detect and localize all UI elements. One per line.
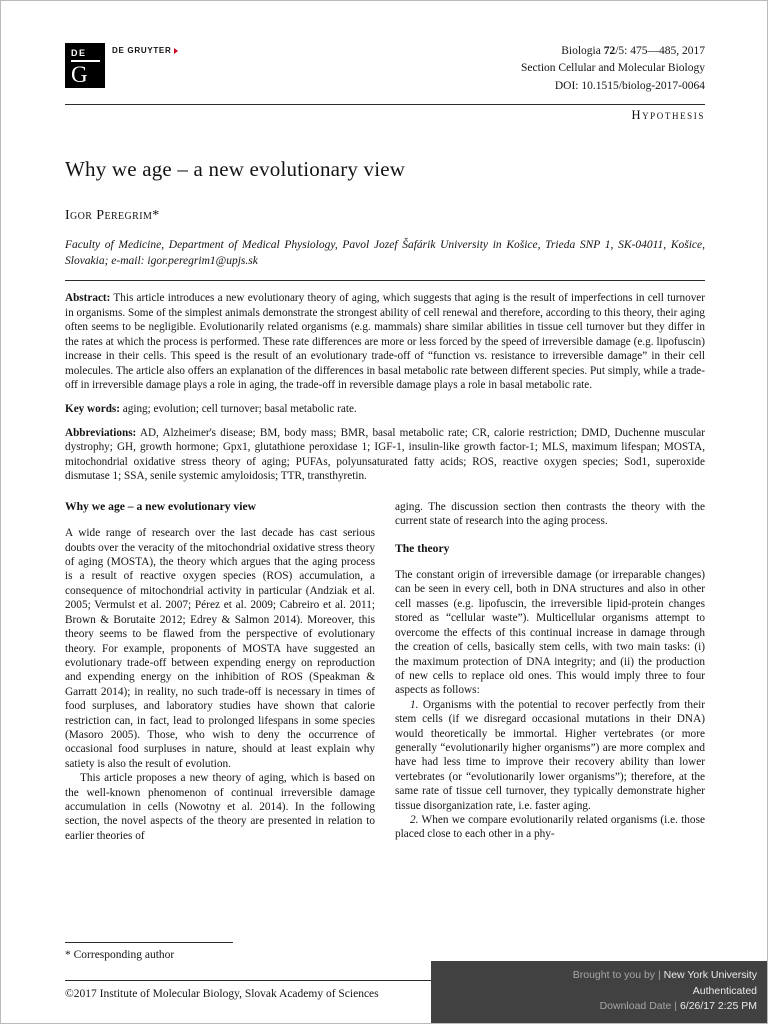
author-affiliation: Faculty of Medicine, Department of Medical Physiology, Pavol Jozef Šafárik University in Košice, Trieda SNP 1, SK-04011, Košice, Slovakia; e-mail: igor.peregrim1@upjs.sk — [65, 238, 705, 268]
right-paragraph-1: The constant origin of irreversible damage (or irreparable changes) can be seen in every cell, both in DNA structures and also in other cell masses (e.g. lipofuscin, the irreversible lipid-protein changes stored as “cellular waste”). Multicellular organisms attempt to overcome the effects of this continual increase in damage through the creation of cells, basically stem cells, with two main tasks: (i) the maximum protection of DNA integrity; and (ii) the production of new cells to replace old ones. This would imply three to four aspects as follows: — [395, 569, 705, 697]
logo-de-text: DE — [71, 48, 100, 62]
left-paragraph-2: This article proposes a new theory of aging, which is based on the well-known phenomenon of continual irreversible damage accumulation in cells (Nowotny et al. 2014). In the following section, the novel aspects of the theory are presented in relation to earlier theories of — [65, 772, 375, 842]
publisher-name: DE GRUYTER — [112, 46, 172, 55]
stamp-download-date: 6/26/17 2:25 PM — [679, 1000, 757, 1013]
header — [65, 43, 705, 95]
abstract-label: Abstract: — [65, 292, 111, 305]
stamp-line-download — [449, 999, 757, 1015]
journal-info — [521, 43, 705, 95]
logo-g-letter: G — [71, 62, 88, 87]
stamp-authenticated: Authenticated — [692, 984, 757, 997]
journal-doi: DOI: 10.1515/biolog-2017-0064 — [554, 79, 705, 92]
journal-section: Section Cellular and Molecular Biology — [521, 62, 705, 75]
stamp-download-prefix: Download Date | — [599, 1000, 680, 1013]
left-paragraph-1: A wide range of research over the last decade has cast serious doubts over the veracity of the mitochondrial oxidative stress theory of aging (MOSTA), the theory which argues that the aging process is a result of reactive oxygen species (ROS) accumulation, a consequence of mitochondrial activity in particular (Andziak et al. 2005; Vermulst et al. 2007; Pérez et al. 2009; Cabreiro et al. 2011; Brown & Borutaite 2012; Edrey & Salmon 2014). Moreover, this theory seems to be flawed from the perspective of evolutionary theory. For example, proponents of MOSTA have suggested an evolutionary trade-off between expending energy on reproduction and expending energy on the inhibition of ROS (Speakman & Garratt 2014); in reality, no such trade-off is necessary in times of food surpluses, and laboratory studies have shown that calorie restriction can, in fact, lead to prolonged lifespans in some species (Masoro 2005). Those, who wish to deny the occurrence of occasional food surpluses in nature, should at least explain why satiety is also the result of evolution. — [65, 527, 375, 770]
page-content — [1, 1, 767, 918]
abbreviations-text: AD, Alzheimer's disease; BM, body mass; BMR, basal metabolic rate; CR, calorie restriction; DMD, Duchenne muscular dystrophy; GH, growth hormone; Gpx1, glutathione peroxidase 1; IGF-1, insulin-like growth factor-1; MLS, maximum lifespan; MOSTA, mitochondrial oxidative stress theory of aging; PUFAs, polyunsaturated fatty acids; ROS, reactive oxygen species; Sod1, superoxide dismutase 1; SSA, senile systemic amyloidosis; TTR, transthyretin. — [65, 426, 706, 483]
footnote-rule — [65, 942, 233, 943]
abstract-text: This article introduces a new evolutionary theory of aging, which suggests that aging is the result of imperfections in cell turnover in organisms. Some of the simplest animals demonstrate the strongest ability of cell renewal and therefore, according to this theory, their aging often seems to be negligible. Evolutionarily related organisms (e.g. mammals) share similar abilities in tissue cell turnover but they differ in the rates at which the process is performed. These rate differences are more or less forced by the speed of irreversible damage (e.g. lipofuscin) increase in their cells. This speed is the result of an evolutionary trade-off of “function vs. resistance to irreversible damage” in their cell molecules. The article also offers an explanation of the differences in basal metabolic rate between different species. Put simply, while a trade-off in irreversible damage plays a role in aging, the trade-off in reversible damage plays a role in basal metabolic rate. — [65, 292, 705, 392]
stamp-brought-prefix: Brought to you by | — [572, 968, 664, 981]
stamp-institution: New York University — [663, 968, 757, 981]
degruyter-accent-icon — [174, 48, 178, 54]
abstract-rule — [65, 280, 705, 281]
body-columns — [65, 500, 705, 918]
corresponding-author-note: * Corresponding author — [65, 949, 175, 961]
header-rule — [65, 104, 705, 105]
abbreviations-label: Abbreviations: — [65, 426, 137, 439]
list-item-1-text: Organisms with the potential to recover perfectly from their stem cells (if we disregard occasional mutations in their DNA) would theoretically be immortal. Higher vertebrates (or more generally “evolutionarily higher organisms”) are more complex and have had less time to improve their recovery ability than lower vertebrates (or “evolutionarily lower organisms”); therefore, at the same rate of tissue cell turnover, they typically demonstrate higher tissue disorganization rate, i.e. faster aging. — [395, 698, 705, 812]
left-column — [65, 500, 375, 918]
copyright-line: ©2017 Institute of Molecular Biology, Slovak Academy of Sciences — [65, 988, 379, 1000]
paper-title: Why we age – a new evolutionary view — [65, 156, 406, 181]
publisher-logo — [65, 43, 178, 88]
abbreviations-block — [65, 426, 705, 484]
right-paragraph-continuation: aging. The discussion section then contrasts the theory with the current state of research into the aging process. — [395, 500, 705, 528]
keywords-text: aging; evolution; cell turnover; basal metabolic rate. — [122, 403, 357, 416]
right-column — [395, 500, 705, 918]
stamp-line-provider — [449, 968, 757, 984]
section-heading-why-we-age: Why we age – a new evolutionary view — [65, 499, 256, 513]
publisher-wordmark — [112, 46, 178, 55]
journal-issue-pages: /5: 475—485, 2017 — [615, 45, 705, 57]
keywords-label: Key words: — [65, 403, 120, 416]
right-list-item-1 — [395, 698, 705, 813]
section-heading-the-theory: The theory — [395, 541, 450, 555]
right-list-item-2 — [395, 813, 705, 842]
author-name: Igor Peregrim* — [65, 207, 160, 223]
keywords-block — [65, 402, 705, 417]
journal-citation — [521, 43, 705, 60]
degruyter-logo-icon — [65, 43, 105, 88]
abstract-block — [65, 291, 705, 393]
journal-volume: 72 — [603, 45, 616, 57]
journal-name: Biologia — [561, 45, 604, 57]
article-type-label: Hypothesis — [631, 107, 705, 122]
list-item-1-number: 1. — [410, 698, 419, 711]
footnote-area — [65, 942, 465, 961]
provider-stamp — [431, 961, 767, 1023]
list-item-2-text: When we compare evolutionarily related organisms (i.e. those placed close to each other in a phy- — [395, 813, 705, 841]
list-item-2-number: 2. — [410, 813, 419, 826]
